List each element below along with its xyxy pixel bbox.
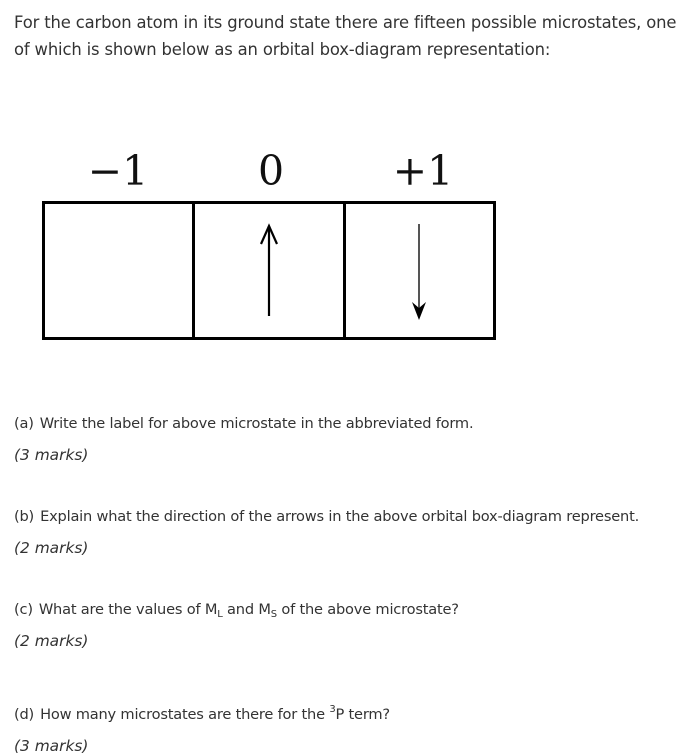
question-b-marks: (2 marks) [14, 539, 89, 557]
question-a [14, 414, 690, 465]
orbital-label-zero: 0 [257, 147, 285, 195]
question-d [14, 705, 690, 756]
question-c-text-before: What are the values of M [38, 601, 218, 618]
question-a-letter: (a) [14, 415, 34, 432]
ml-subscript: L [217, 609, 223, 620]
orbital-label-minus-one: −1 [87, 147, 149, 195]
question-c-text-after: of the above microstate? [276, 601, 459, 618]
question-b-letter: (b) [14, 508, 35, 525]
spin-down-arrow-icon [407, 220, 431, 320]
question-b-text: Explain what the direction of the arrows in the above orbital box-diagram represent. [40, 508, 640, 525]
orbital-box-minus-one [42, 201, 195, 340]
question-d-marks: (3 marks) [14, 737, 89, 755]
orbital-box-plus-one [343, 201, 496, 340]
orbital-label-plus-one: +1 [392, 147, 454, 195]
question-c [14, 600, 690, 651]
term-superscript: 3 [329, 704, 336, 715]
question-c-text-mid: and M [222, 601, 271, 618]
spin-up-arrow-icon [257, 220, 281, 320]
question-d-letter: (d) [14, 706, 35, 723]
question-b [14, 507, 690, 558]
question-c-marks: (2 marks) [14, 632, 89, 650]
ms-subscript: S [270, 609, 277, 620]
orbital-labels [0, 143, 697, 199]
question-a-text: Write the label for above microstate in the abbreviated form. [39, 415, 474, 432]
question-a-marks: (3 marks) [14, 446, 89, 464]
question-c-letter: (c) [14, 601, 33, 618]
orbital-box-diagram [42, 201, 496, 340]
intro-text: For the carbon atom in its ground state there are fifteen possible microstates, one of which is shown below as an orbital box-diagram representation: [14, 13, 677, 59]
question-d-text-before: How many microstates are there for the [40, 706, 330, 723]
question-d-text-after: P term? [335, 706, 390, 723]
orbital-box-zero [192, 201, 345, 340]
